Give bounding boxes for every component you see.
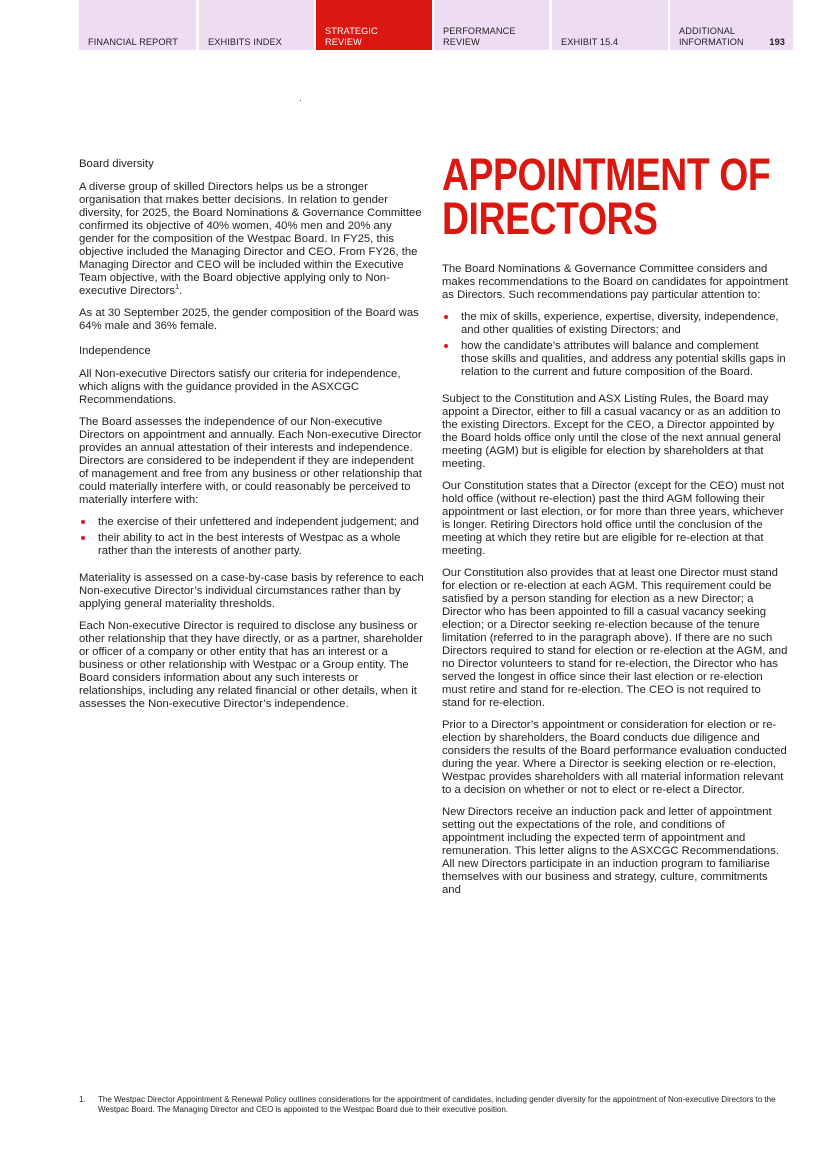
tab-label-line2: REVIEW [443,37,480,47]
re-election-paragraph: Our Constitution states that a Director (except for the CEO) must not hold office (without re-election) past the third AGM following their appointment or last election, or for more than three years, whichever is longer. Retiring Directors hold office until the conclusion of the meeting at which they retire but are eligible for re-election at that meeting. [442,480,785,557]
page-number: 193 [769,37,785,47]
independence-heading: Independence [79,345,151,357]
tab-label: EXHIBIT 15.4 [561,37,619,47]
right-column [442,149,789,906]
stray-mark [300,100,301,101]
list-item: their ability to act in the best interests of Westpac as a whole rather than the interests of another party. [79,532,424,558]
paragraph-text: A diverse group of skilled Directors helps us be a stronger organisation that makes better decisions. In relation to gender diversity, for 2025, the Board Nominations & Governance Committee confirmed its objective of 40% women, 40% men and 20% any gender for the composition of the Westpac Board. In FY25, this objective included the Managing Director and CEO. From FY26, the Managing Director and CEO will be included within the Executive Team objective, with the Board objective applying only to Non-executive Directors [79,181,422,297]
board-diversity-paragraph [79,181,424,298]
independence-criteria-paragraph: All Non-executive Directors satisfy our criteria for independence, which aligns with the guidance provided in the ASXCGC Recommendations. [79,368,401,406]
constitution-paragraph: Subject to the Constitution and ASX Listing Rules, the Board may appoint a Director, either to fill a casual vacancy or as an addition to the existing Directors. Except for the CEO, a Director appointed by the Board holds office only until the close of the next annual general meeting (AGM) but is eligible for election by shareholders at that meeting. [442,393,781,470]
tab-label-line2: INFORMATION [679,37,744,47]
paragraph-end: . [178,285,183,297]
agm-election-paragraph: Our Constitution also provides that at least one Director must stand for election or re-election at each AGM. This requirement could be satisfied by a person standing for election as a new Director; a Director who has been appointed to fill a casual vacancy seeking election; or a Director seeking re-election because of the tenure limitation (referred to in the paragraph above). If there are no such Directors required to stand for election or re-election at the AGM, and no Director volunteers to stand for re-election, the Director who has served the longest in office since their last election or re-election must retire and stand for re-election. The CEO is not required to stand for re-election. [442,567,788,709]
tab-strategic-review[interactable] [316,0,432,50]
appointment-bullet-list [442,311,788,379]
tab-label: EXHIBITS INDEX [208,37,282,47]
tab-label-line1: PERFORMANCE [443,26,516,36]
tab-additional-information[interactable] [670,0,793,50]
tab-label-line1: ADDITIONAL [679,26,736,36]
tab-label-line1: STRATEGIC [325,26,378,36]
tab-label-line2: REVIEW [325,37,362,47]
footnote-text: The Westpac Director Appointment & Renewal Policy outlines considerations for the appointment of candidates, including gender diversity for the appointment of Non-executive Directors to the Westpac Board. The Managing Director and CEO is appointed to the Westpac Board due to their executive position. [98,1095,776,1114]
tab-performance-review[interactable] [434,0,549,50]
list-item: how the candidate’s attributes will balance and complement those skills and qualities, and address any potential skills gaps in relation to the current and future composition of the Board. [442,340,788,379]
tab-financial-report[interactable] [79,0,196,50]
footnote-reference[interactable]: 1 [175,284,179,292]
page-title [442,149,771,244]
left-column [79,158,424,720]
tab-exhibit-15-4[interactable] [552,0,668,50]
board-nominations-paragraph: The Board Nominations & Governance Committee considers and makes recommendations to the Board on candidates for appointment as Directors. Such recommendations pay particular attention to: [442,263,789,301]
top-navigation [79,0,793,50]
induction-paragraph: New Directors receive an induction pack and letter of appointment setting out the expectations of the role, and conditions of appointment including the expected term of appointment and remuneration. This letter aligns to the ASXCGC Recommendations. All new Directors participate in an induction program to familiarise themselves with our business and strategy, culture, commitments and [442,806,779,896]
title-line: DIRECTORS [442,193,658,244]
list-item: the mix of skills, experience, expertise, diversity, independence, and other qualities of existing Directors; and [442,311,788,337]
independence-assessment-paragraph: The Board assesses the independence of our Non-executive Directors on appointment and annually. Each Non-executive Director provides an annual attestation of their interests and independence. Directors are considered to be independent if they are independent of management and free from any business or other relationship that could materially interfere with, or could reasonably be perceived to materially interfere with: [79,416,422,506]
gender-composition-paragraph: As at 30 September 2025, the gender composition of the Board was 64% male and 36% female. [79,307,419,332]
title-line: APPOINTMENT OF [442,149,771,200]
list-item: the exercise of their unfettered and independent judgement; and [79,516,424,529]
materiality-paragraph: Materiality is assessed on a case-by-case basis by reference to each Non-executive Director’s individual circumstances rather than by applying general materiality thresholds. [79,572,424,610]
footnote [79,1095,789,1114]
due-diligence-paragraph: Prior to a Director’s appointment or consideration for election or re-election by shareholders, the Board conducts due diligence and considers the results of the Board performance evaluation conducted during the year. Where a Director is seeking election or re-election, Westpac provides shareholders with all material information relevant to a decision on whether or not to elect or re-elect a Director. [442,719,787,796]
disclosure-paragraph: Each Non-executive Director is required to disclose any business or other relationship that they have directly, or as a partner, shareholder or officer of a company or other entity that has an interest or a business or other relationship with Westpac or a Group entity. The Board considers information about any such interests or relationships, including any related financial or other details, when it assesses the Non-executive Director’s independence. [79,620,423,710]
tab-label: FINANCIAL REPORT [88,37,178,47]
board-diversity-heading: Board diversity [79,158,154,170]
independence-bullet-list [79,516,424,558]
footnote-number: 1. [79,1095,86,1104]
tab-exhibits-index[interactable] [199,0,314,50]
